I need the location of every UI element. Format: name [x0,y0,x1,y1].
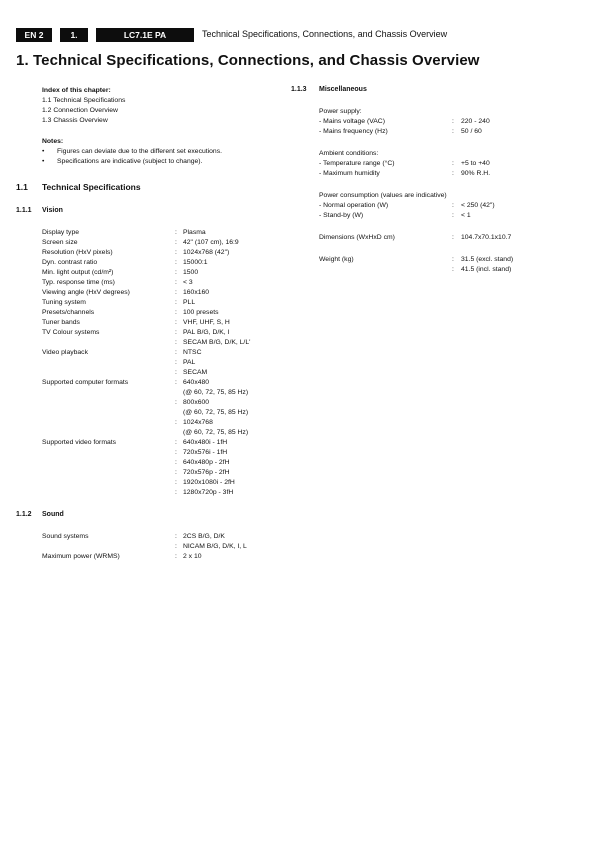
spec-label: Viewing angle (HxV degrees) [42,289,130,296]
colon: : [175,349,177,356]
colon: : [175,459,177,466]
spec-value: 15000:1 [183,259,208,266]
section-title: Technical Specifications [42,182,141,192]
colon: : [175,359,177,366]
temperature-value: +5 to +40 [461,160,490,167]
colon: : [175,553,177,560]
header-tab-model: LC7.1E PA [96,28,194,42]
spec-label: Min. light output (cd/m²) [42,269,114,276]
spec-value: NTSC [183,349,202,356]
colon: : [175,289,177,296]
spec-value: SECAM [183,369,208,376]
consumption-heading: Power consumption (values are indicative) [319,192,447,199]
spec-label: Resolution (HxV pixels) [42,249,113,256]
colon: : [175,479,177,486]
temperature-label: - Temperature range (°C) [319,160,395,167]
spec-label: Dyn. contrast ratio [42,259,98,266]
weight-value: 31.5 (excl. stand) [461,256,514,263]
spec-value: 42" (107 cm), 16:9 [183,239,239,246]
spec-label: Display type [42,229,80,236]
mains-voltage-value: 220 - 240 [461,118,490,125]
colon: : [175,339,177,346]
spec-value: Plasma [183,229,206,236]
colon: : [175,543,177,550]
spec-value: (@ 60, 72, 75, 85 Hz) [183,429,249,436]
spec-value: NICAM B/G, D/K, I, L [183,543,247,550]
colon: : [175,489,177,496]
normal-operation-label: - Normal operation (W) [319,202,389,209]
colon: : [452,160,454,167]
colon: : [175,229,177,236]
spec-value: 1500 [183,269,199,276]
spec-value: < 3 [183,279,193,286]
spec-value: 720x576i - 1fH [183,449,228,456]
weight-value: 41.5 (incl. stand) [461,266,512,273]
mains-voltage-label: - Mains voltage (VAC) [319,118,385,125]
colon: : [175,269,177,276]
notes-heading: Notes: [42,138,64,145]
standby-value: < 1 [461,212,471,219]
colon: : [175,329,177,336]
colon: : [175,419,177,426]
spec-value: 800x600 [183,399,210,406]
spec-label: Supported computer formats [42,379,129,386]
dimensions-label: Dimensions (WxHxD cm) [319,234,395,241]
spec-value: 2CS B/G, D/K [183,533,225,540]
spec-value: 1920x1080i - 2fH [183,479,235,486]
note-bullet: • [42,158,45,165]
colon: : [452,128,454,135]
colon: : [175,319,177,326]
mains-frequency-label: - Mains frequency (Hz) [319,128,388,135]
spec-value: 1024x768 (42") [183,249,230,256]
spec-label: Video playback [42,349,88,356]
subsection-number: 1.1.2 [16,511,32,518]
spec-value: 640x480i - 1fH [183,439,228,446]
section-number: 1.1 [16,182,28,192]
colon: : [452,118,454,125]
weight-label: Weight (kg) [319,256,354,263]
index-item: 1.2 Connection Overview [42,107,118,114]
colon: : [175,399,177,406]
spec-value: 1280x720p - 3fH [183,489,234,496]
spec-value: 100 presets [183,309,219,316]
humidity-label: - Maximum humidity [319,170,380,177]
subsection-number: 1.1.1 [16,207,32,214]
humidity-value: 90% R.H. [461,170,491,177]
spec-value: 640x480 [183,379,210,386]
mains-frequency-value: 50 / 60 [461,128,482,135]
spec-value: PLL [183,299,196,306]
standby-label: - Stand-by (W) [319,212,364,219]
index-heading: Index of this chapter: [42,87,111,94]
spec-value: 2 x 10 [183,553,202,560]
subsection-title: Miscellaneous [319,86,367,93]
ambient-heading: Ambient conditions: [319,150,379,157]
colon: : [452,234,454,241]
index-item: 1.3 Chassis Overview [42,117,108,124]
header-tab-chapter: 1. [60,28,88,42]
spec-value: (@ 60, 72, 75, 85 Hz) [183,389,249,396]
subsection-title: Vision [42,207,63,214]
colon: : [175,239,177,246]
dimensions-value: 104.7x70.1x10.7 [461,234,512,241]
power-supply-heading: Power supply: [319,108,362,115]
header-tab-page: EN 2 [16,28,52,42]
colon: : [175,439,177,446]
spec-label: Supported video formats [42,439,117,446]
chapter-title: 1. Technical Specifications, Connections, and Chassis Overview [16,52,480,69]
colon: : [175,249,177,256]
spec-value: 720x576p - 2fH [183,469,230,476]
spec-label: Presets/channels [42,309,95,316]
colon: : [175,379,177,386]
spec-value: 160x160 [183,289,210,296]
colon: : [175,369,177,376]
spec-value: 1024x768 [183,419,213,426]
note-bullet: • [42,148,45,155]
note-item: Figures can deviate due to the different set executions. [57,148,222,155]
subsection-title: Sound [42,511,64,518]
spec-value: (@ 60, 72, 75, 85 Hz) [183,409,249,416]
colon: : [175,309,177,316]
header-title: Technical Specifications, Connections, and Chassis Overview [202,29,448,39]
index-item: 1.1 Technical Specifications [42,97,126,104]
colon: : [175,279,177,286]
normal-operation-value: < 250 (42") [461,202,495,209]
spec-value: 640x480p - 2fH [183,459,230,466]
spec-label: Screen size [42,239,78,246]
spec-value: VHF, UHF, S, H [183,319,230,326]
colon: : [175,469,177,476]
spec-value: PAL [183,359,196,366]
spec-value: SECAM B/G, D/K, L/L' [183,339,251,346]
note-item: Specifications are indicative (subject to change). [57,158,203,165]
spec-label: Tuner bands [42,319,80,326]
spec-label: Typ. response time (ms) [42,279,115,286]
colon: : [175,299,177,306]
colon: : [452,256,454,263]
colon: : [452,212,454,219]
spec-label: Sound systems [42,533,89,540]
colon: : [175,533,177,540]
colon: : [175,259,177,266]
colon: : [452,202,454,209]
subsection-number: 1.1.3 [291,86,307,93]
spec-label: Maximum power (WRMS) [42,553,120,560]
colon: : [175,449,177,456]
spec-label: TV Colour systems [42,329,100,336]
colon: : [452,266,454,273]
spec-label: Tuning system [42,299,86,306]
colon: : [452,170,454,177]
spec-value: PAL B/G, D/K, I [183,329,230,336]
